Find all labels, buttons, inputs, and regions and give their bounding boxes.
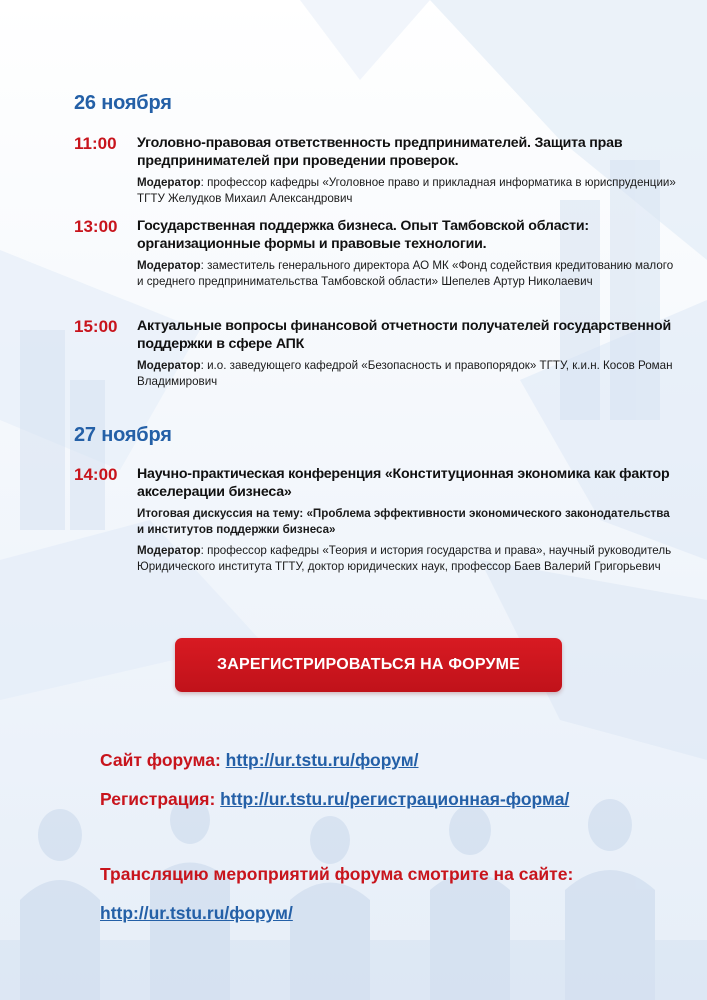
moderator-info	[137, 175, 677, 207]
moderator-text: : профессор кафедры «Теория и история государства и права», научный руководитель Юридического института ТГТУ, доктор юридических наук, профессор Баев Валерий Григорьевич	[137, 544, 672, 573]
discussion-note: Итоговая дискуссия на тему: «Проблема эффективности экономического законодательства и институтов поддержки бизнеса»	[137, 507, 670, 536]
moderator-info	[137, 358, 677, 390]
broadcast-line	[100, 864, 573, 885]
registration-line	[100, 789, 569, 810]
time-label: 15:00	[74, 317, 118, 336]
moderator-info	[137, 258, 677, 290]
schedule-item-body	[137, 134, 677, 207]
moderator-text: : профессор кафедры «Уголовное право и прикладная информатика в юриспруденции» ТГТУ Желудков Михаил Александрович	[137, 176, 676, 205]
broadcast-link-line	[100, 903, 293, 924]
time-label: 13:00	[74, 217, 118, 236]
register-forum-button[interactable]: ЗАРЕГИСТРИРОВАТЬСЯ НА ФОРУМЕ	[175, 638, 562, 692]
schedule-item-body	[137, 217, 677, 290]
schedule-item-body	[137, 465, 677, 575]
moderator-text: : и.о. заведующего кафедрой «Безопасность и правопорядок» ТГТУ, к.и.н. Косов Роман Владимирович	[137, 359, 673, 388]
time-label: 14:00	[74, 465, 118, 484]
broadcast-link[interactable]: http://ur.tstu.ru/форум/	[100, 903, 293, 923]
site-label: Сайт форума:	[100, 750, 221, 770]
moderator-info	[137, 543, 677, 575]
site-line	[100, 750, 419, 771]
session-title: Научно-практическая конференция «Конституционная экономика как фактор акселерации бизнеса»	[137, 466, 670, 500]
day-heading-27-november: 27 ноября	[74, 424, 172, 446]
moderator-text: : заместитель генерального директора АО МК «Фонд содействия кредитованию малого и среднего предпринимательства Тамбовской области» Шепелев Артур Николаевич	[137, 259, 674, 288]
day-heading-26-november: 26 ноября	[74, 92, 172, 114]
session-title: Государственная поддержка бизнеса. Опыт Тамбовской области: организационные формы и правовые технологии.	[137, 218, 589, 252]
moderator-label: Модератор	[137, 176, 201, 189]
session-title: Актуальные вопросы финансовой отчетности получателей государственной поддержки в сфере АПК	[137, 318, 671, 352]
time-label: 11:00	[74, 134, 117, 153]
site-link[interactable]: http://ur.tstu.ru/форум/	[225, 750, 419, 770]
moderator-label: Модератор	[137, 544, 201, 557]
moderator-label: Модератор	[137, 259, 201, 272]
broadcast-label: Трансляцию мероприятий форума смотрите на сайте:	[100, 864, 574, 884]
registration-link[interactable]: http://ur.tstu.ru/регистрационная-форма/	[220, 789, 570, 809]
moderator-label: Модератор	[137, 359, 201, 372]
registration-label: Регистрация:	[100, 789, 216, 809]
schedule-item-body	[137, 317, 677, 390]
session-title: Уголовно-правовая ответственность предпринимателей. Защита прав предпринимателей при проведении проверок.	[137, 135, 623, 169]
